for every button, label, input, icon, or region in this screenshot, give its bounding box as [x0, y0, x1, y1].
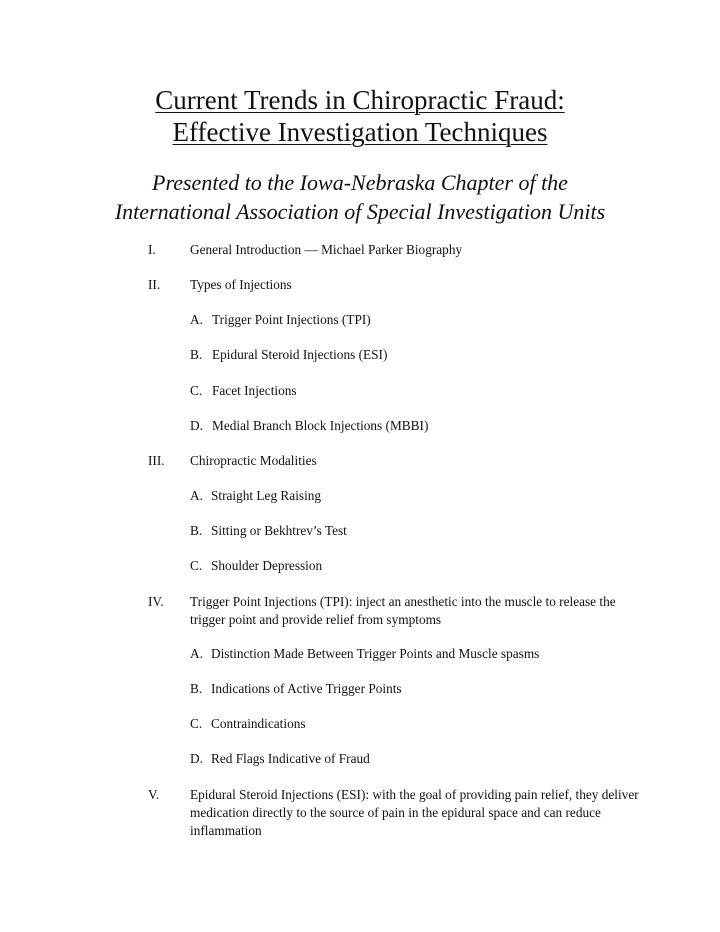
subitem-text: Sitting or Bekhtrev’s Test [211, 523, 347, 538]
section-numeral: II. [148, 277, 161, 292]
subitem-text: Red Flags Indicative of Fraud [211, 751, 370, 766]
section-numeral: V. [148, 787, 160, 802]
subitem-letter: D. [190, 418, 203, 433]
section-heading: Chiropractic Modalities [190, 453, 317, 468]
section-heading: General Introduction — Michael Parker Biography [190, 242, 463, 257]
section-heading: Epidural Steroid Injections (ESI): with the goal of providing pain relief, they deliver medication directly to the source of pain in the epidural space and can reduce inflammation [190, 787, 639, 838]
subitem-letter: B. [190, 347, 203, 362]
subitem-text: Epidural Steroid Injections (ESI) [212, 347, 388, 362]
subtitle-line-2: International Association of Special Investigation Units [114, 199, 606, 224]
subitem-letter: A. [190, 312, 203, 327]
section-heading: Types of Injections [190, 277, 292, 292]
subitem-letter: D. [190, 751, 203, 766]
subitem-text: Shoulder Depression [211, 558, 323, 573]
subitem-letter: B. [190, 523, 203, 538]
subitem-letter: C. [190, 716, 203, 731]
subtitle-line-1: Presented to the Iowa-Nebraska Chapter of the [152, 170, 568, 195]
subitem-letter: C. [190, 558, 203, 573]
section-numeral: III. [148, 453, 165, 468]
subitem-text: Straight Leg Raising [211, 488, 322, 503]
subitem-letter: B. [190, 681, 203, 696]
subitem-letter: A. [190, 488, 203, 503]
subitem-text: Indications of Active Trigger Points [211, 681, 402, 696]
title-line-2: Effective Investigation Techniques [172, 117, 548, 147]
document-subtitle [0, 168, 720, 226]
document-title [0, 84, 720, 148]
subitem-text: Distinction Made Between Trigger Points and Muscle spasms [211, 646, 540, 661]
section-numeral: I. [148, 242, 156, 257]
subitem-letter: A. [190, 646, 203, 661]
section-heading: Trigger Point Injections (TPI): inject an anesthetic into the muscle to release the trigger point and provide relief from symptoms [190, 594, 616, 627]
subitem-text: Trigger Point Injections (TPI) [212, 312, 371, 327]
title-line-1: Current Trends in Chiropractic Fraud: [155, 85, 565, 115]
subitem-text: Medial Branch Block Injections (MBBI) [212, 418, 429, 433]
subitem-text: Facet Injections [212, 383, 297, 398]
subitem-letter: C. [190, 383, 203, 398]
subitem-text: Contraindications [211, 716, 306, 731]
section-numeral: IV. [148, 594, 164, 609]
